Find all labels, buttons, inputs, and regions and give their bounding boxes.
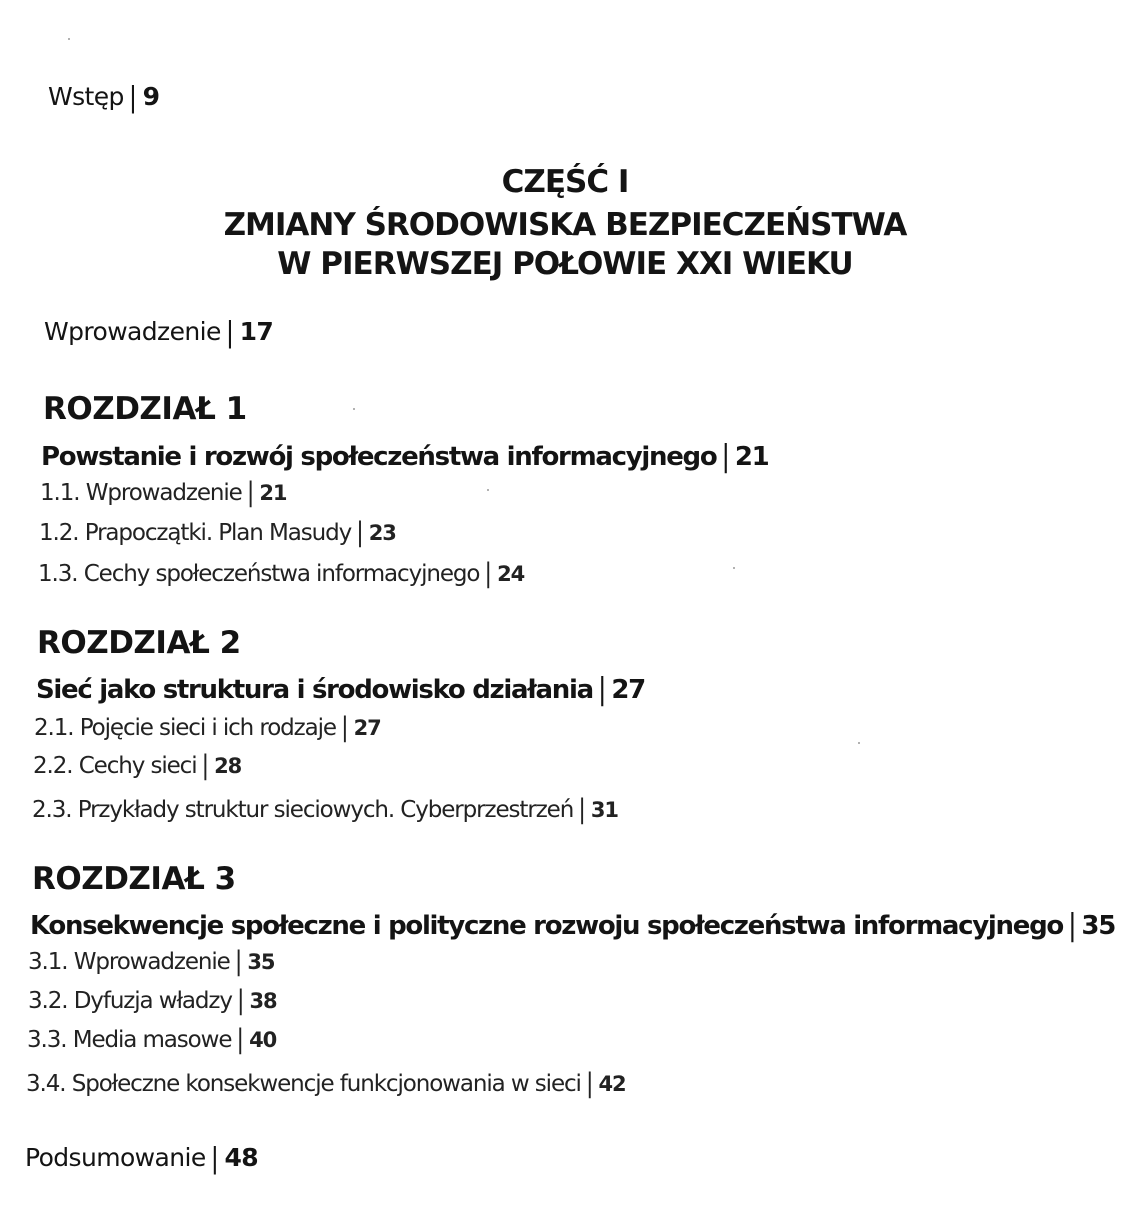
page-separator: |: [236, 986, 244, 1016]
scan-speck: [487, 489, 489, 491]
page-number: 9: [142, 82, 160, 111]
chapter-title-text: Powstanie i rozwój społeczeństwa informacyjnego: [41, 442, 717, 472]
toc-entry-part-intro: [44, 314, 274, 349]
page-separator: |: [128, 79, 137, 114]
page-separator: |: [210, 1140, 219, 1175]
page-separator: |: [234, 947, 242, 977]
section-title: 3.3. Media masowe: [27, 1027, 232, 1053]
toc-section: [27, 1027, 276, 1053]
chapter-title: [30, 908, 1116, 944]
page-number: 21: [734, 442, 769, 472]
toc-section: [28, 988, 277, 1014]
section-title: 3.2. Dyfuzja władzy: [28, 988, 232, 1014]
section-title: 3.1. Wprowadzenie: [28, 949, 230, 975]
page-separator: |: [585, 1069, 593, 1099]
part-heading-line2: ZMIANY ŚRODOWISKA BEZPIECZEŃSTWA: [223, 207, 907, 243]
scan-speck: [68, 38, 70, 40]
page-number: 27: [353, 716, 381, 740]
part-heading-line1: CZĘŚĆ I: [501, 164, 629, 200]
scan-speck: [858, 742, 860, 744]
page-number: 48: [224, 1143, 259, 1172]
toc-section: [40, 480, 286, 506]
page-separator: |: [340, 713, 348, 743]
toc-entry-summary: [25, 1140, 259, 1175]
page-separator: |: [225, 314, 234, 349]
section-title: 1.1. Wprowadzenie: [40, 480, 242, 506]
scan-speck: [353, 408, 355, 410]
toc-section: [34, 715, 381, 741]
part-heading-line3: W PIERWSZEJ POŁOWIE XXI WIEKU: [277, 246, 853, 282]
section-title: 1.3. Cechy społeczeństwa informacyjnego: [38, 561, 480, 587]
toc-section: [32, 797, 618, 823]
scan-speck: [733, 567, 735, 569]
toc-section: [26, 1071, 626, 1097]
section-title: 3.4. Społeczne konsekwencje funkcjonowania w sieci: [26, 1071, 581, 1097]
toc-section: [39, 520, 396, 546]
section-title: 2.2. Cechy sieci: [33, 753, 197, 779]
page-number: 23: [368, 521, 396, 545]
page-separator: |: [597, 672, 606, 708]
page-separator: |: [1067, 908, 1076, 944]
page-number: 42: [598, 1072, 626, 1096]
page-number: 40: [249, 1028, 277, 1052]
section-title: 2.3. Przykłady struktur sieciowych. Cyberprzestrzeń: [32, 797, 574, 823]
page-number: 17: [239, 317, 274, 346]
page-separator: |: [578, 795, 585, 825]
page-number: 35: [247, 950, 275, 974]
chapter-label: ROZDZIAŁ 1: [43, 391, 247, 427]
page-number: 27: [611, 675, 645, 705]
page-separator: |: [236, 1025, 244, 1055]
page-number: 38: [249, 989, 277, 1013]
section-title: 1.2. Prapoczątki. Plan Masudy: [39, 520, 352, 546]
toc-entry-intro: [48, 79, 160, 114]
page-number: 24: [497, 562, 525, 586]
page-separator: |: [246, 478, 254, 508]
chapter-title-text: Sieć jako struktura i środowisko działania: [36, 675, 593, 705]
chapter-title-text: Konsekwencje społeczne i polityczne rozwoju społeczeństwa informacyjnego: [30, 911, 1063, 941]
page-number: 31: [590, 798, 618, 822]
page-number: 35: [1081, 911, 1116, 941]
page-separator: |: [721, 439, 729, 475]
chapter-label: ROZDZIAŁ 2: [37, 625, 241, 661]
chapter-title: [36, 672, 645, 708]
page-separator: |: [484, 559, 492, 589]
page-number: 28: [214, 754, 242, 778]
section-title: 2.1. Pojęcie sieci i ich rodzaje: [34, 715, 336, 741]
page-separator: |: [356, 518, 363, 548]
chapter-title: [41, 439, 769, 475]
page-number: 21: [259, 481, 287, 505]
entry-label: Wstęp: [48, 82, 124, 111]
toc-section: [28, 949, 274, 975]
entry-label: Podsumowanie: [25, 1143, 206, 1172]
chapter-label: ROZDZIAŁ 3: [32, 861, 236, 897]
entry-label: Wprowadzenie: [44, 317, 221, 346]
page-separator: |: [201, 751, 209, 781]
toc-section: [33, 753, 241, 779]
toc-section: [38, 561, 524, 587]
